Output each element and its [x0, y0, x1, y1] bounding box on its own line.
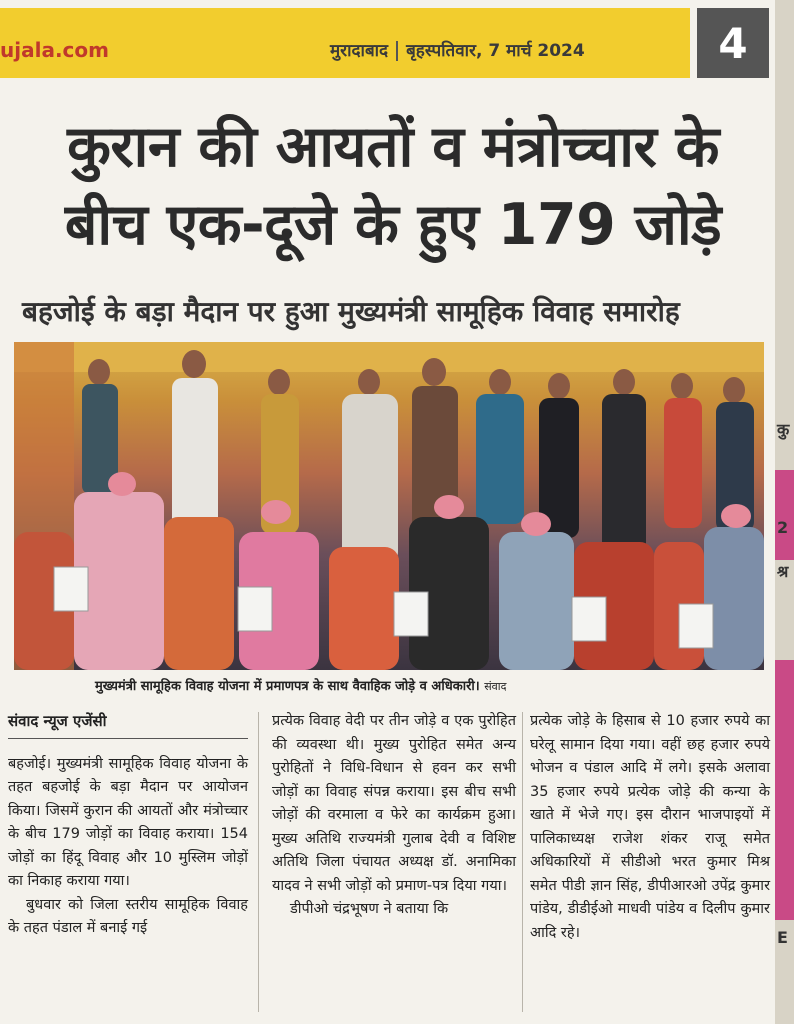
headline-line-1: कुरान की आयतों व मंत्रोच्चार के — [67, 114, 719, 180]
city-name: मुरादाबाद — [330, 41, 389, 61]
adjacent-page-color-band — [775, 470, 794, 560]
subheadline: बहजोई के बड़ा मैदान पर हुआ मुख्यमंत्री सामूहिक विवाह समारोह — [22, 295, 680, 328]
headline — [18, 108, 768, 264]
column-divider — [258, 712, 259, 1012]
article-paragraph: प्रत्येक विवाह वेदी पर तीन जोड़े व एक पुरोहित की व्यवस्था थी। मुख्य पुरोहित समेत अन्य पुरोहितों ने विधि-विधान से हवन कर सभी जोड़ों का विवाह संपन्न कराया। इस बीच सभी जोड़ों की वरमाला व फेरे का कार्यक्रम हुआ। मुख्य अतिथि राज्यमंत्री गुलाब देवी व विशिष्ट अतिथि जिला पंचायत अध्यक्ष डॉ. अनामिका यादव ने सभी जोड़ों को प्रमाण-पत्र दिया गया। — [272, 713, 516, 894]
adjacent-page-color-band — [775, 660, 794, 920]
article-paragraph: प्रत्येक जोड़े के हिसाब से 10 हजार रुपये का घरेलू सामान दिया गया। वहीं छह हजार रुपये भोजन व पंडाल आदि में लगे। इसके अलावा 35 हजार रुपये प्रत्येक जोड़े की कन्या के खाते में भेजे गए। इस दौरान भाजपाइयों में पालिकाध्यक्ष राजेश शंकर राजू समेत अधिकारियों में सीडीओ भरत कुमार मिश्र समेत पीडी ज्ञान सिंह, डीपीआरओ उपेंद्र कुमार पांडेय, डीडीईओ माधवी पांडेय व दिलीप कुमार आदि रहे। — [530, 713, 770, 941]
page-header-band — [0, 8, 690, 78]
adjacent-page-letter: कु — [777, 420, 790, 439]
column-divider — [522, 712, 523, 1012]
article-column-1 — [8, 710, 248, 941]
adjacent-page-letter: श्र — [777, 562, 789, 581]
caption-credit: संवाद — [484, 680, 507, 693]
adjacent-page-edge — [775, 0, 794, 1024]
dateline — [330, 38, 585, 61]
issue-date: बृहस्पतिवार, 7 मार्च 2024 — [406, 41, 585, 61]
byline: संवाद न्यूज एजेंसी — [8, 710, 248, 739]
headline-line-2: बीच एक-दूजे के हुए 179 जोड़े — [64, 192, 722, 258]
site-name: ujala.com — [0, 38, 109, 62]
wedding-group-photo-illustration — [14, 342, 764, 670]
photo-caption — [95, 676, 765, 694]
article-column-2 — [272, 710, 516, 922]
adjacent-page-letter: E — [777, 928, 788, 947]
dateline-separator — [396, 41, 398, 61]
news-photo — [14, 342, 764, 670]
adjacent-page-letter: 2 — [777, 518, 789, 537]
caption-text: मुख्यमंत्री सामूहिक विवाह योजना में प्रमाणपत्र के साथ वैवाहिक जोड़े व अधिकारी। — [95, 679, 480, 694]
article-paragraph: डीपीओ चंद्रभूषण ने बताया कि — [290, 901, 449, 917]
article-paragraph: बुधवार को जिला स्तरीय सामूहिक विवाह के तहत पंडाल में बनाई गई — [8, 896, 248, 936]
page-number: 4 — [697, 8, 769, 78]
article-paragraph: बहजोई। मुख्यमंत्री सामूहिक विवाह योजना के तहत बहजोई के बड़ा मैदान पर आयोजन किया। जिसमें कुरान की आयतों और मंत्रोच्चार के बीच 179 जोड़ों का विवाह कराया। 154 जोड़ों का हिंदू विवाह और 10 मुस्लिम जोड़ों का निकाह कराया गया। — [8, 755, 248, 889]
article-column-3 — [530, 710, 770, 945]
